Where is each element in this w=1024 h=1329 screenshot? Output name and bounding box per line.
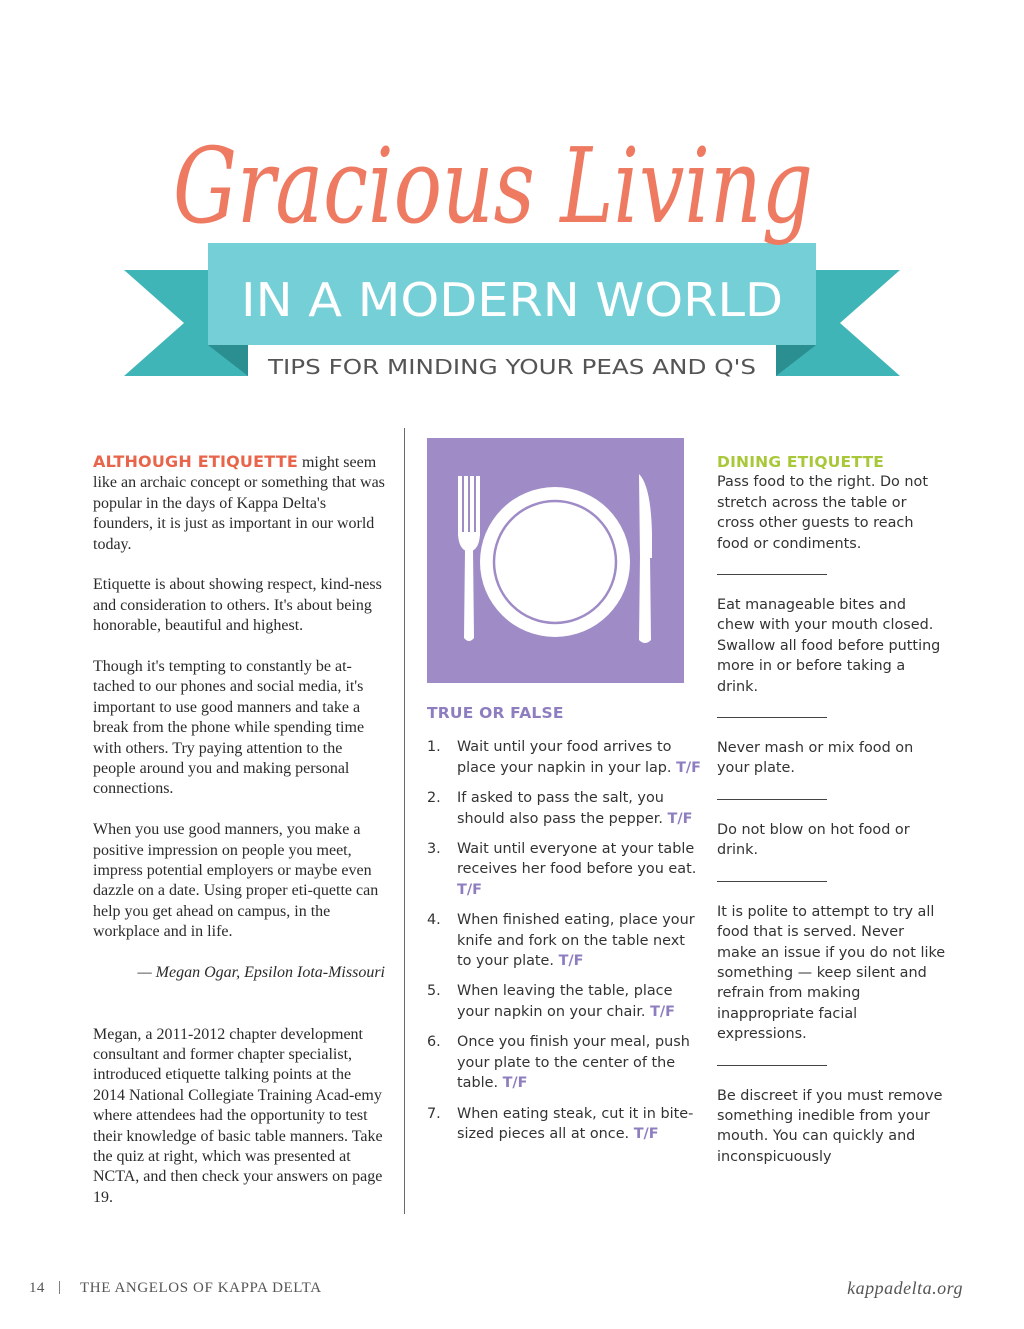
quiz-item-number: 4. [427,912,441,929]
quiz-item [427,1104,702,1145]
dining-tip: It is polite to attempt to try all food that is served. Never make an issue if you do not like something — keep silent and refrain from making inappropriate facial expressions. [717,903,946,1043]
quiz-item [427,788,702,829]
dining-tip: Eat manageable bites and chew with your mouth closed. Swallow all food before putting more in or before taking a drink. [717,597,941,695]
tip-divider [717,574,827,575]
knife-icon [639,474,652,643]
subtitle: TIPS FOR MINDING YOUR PEAS AND Q'S [266,355,756,379]
header-graphic [0,0,1024,400]
quiz-item [427,910,702,971]
plate-illustration [427,438,684,683]
attribution: — Megan Ogar, Epsilon Iota-Missouri [137,964,385,982]
quiz-item [427,981,702,1022]
quiz-item-text: When eating steak, cut it in bite-sized pieces all at once. [457,1105,694,1142]
quiz-item-text: Wait until your food arrives to place your napkin in your lap. [457,739,672,776]
dining-etiquette-column [717,452,947,1167]
body-paragraph: Etiquette is about showing respect, kind-ness and consideration to others. It's about being honorable, beautiful and highest. [93,576,382,635]
quiz-item-text: When leaving the table, place your napkin on your chair. [457,983,673,1020]
plate-icon [480,487,630,637]
true-false-marker: T/F [457,881,482,898]
body-paragraph: Though it's tempting to constantly be at-tached to our phones and social media, it's important to use good manners and take a break from the phone while spending time with others. Try paying attention to the people around you and making personal connections. [93,658,365,798]
website-link[interactable]: kappadelta.org [847,1278,963,1298]
tip-divider [717,881,827,882]
true-false-quiz [427,703,702,1154]
intro-text: might seem like an archaic concept or something that was popular in the days of Kappa Delta's founders, it is just as important in our world today. [93,454,385,553]
dining-tip: Be discreet if you must remove something inedible from your mouth. You can quickly and inconspicuously [717,1087,943,1165]
quiz-item-text: Wait until everyone at your table receives her food before you eat. [457,841,697,878]
quiz-item [427,737,702,778]
quiz-item-text: Once you finish your meal, push your plate to the center of the table. [457,1034,690,1092]
quiz-item-number: 7. [427,1105,441,1122]
quiz-item [427,1032,702,1093]
true-false-marker: T/F [676,759,701,776]
column-divider [404,428,405,1214]
publication-name: THE ANGELOS OF KAPPA DELTA [80,1280,322,1296]
quiz-item-number: 5. [427,983,441,1000]
body-paragraph: When you use good manners, you make a positive impression on people you meet, impress potential employers or maybe even dazzle on a date. Using proper eti-quette can help you get ahead on campus, in the workplace and in life. [93,821,379,941]
quiz-item-number: 2. [427,790,441,807]
banner-title: IN A MODERN WORLD [241,273,783,327]
lead-in: ALTHOUGH ETIQUETTE [93,452,298,471]
true-false-marker: T/F [558,953,584,970]
intro-paragraph [93,452,385,555]
script-title: Gracious Living [173,125,813,247]
quiz-item-number: 1. [427,739,441,756]
true-false-marker: T/F [502,1075,528,1092]
dining-tip: Pass food to the right. Do not stretch across the table or cross other guests to reach food or condiments. [717,474,929,552]
true-false-marker: T/F [667,810,693,827]
tip-divider [717,1065,827,1066]
quiz-item-text: When finished eating, place your knife and fork on the table next to your plate. [457,912,695,970]
quiz-title: TRUE OR FALSE [427,704,564,722]
tip-divider [717,717,827,718]
dining-title: DINING ETIQUETTE [717,453,885,471]
page-footer [0,1280,1024,1304]
quiz-item [427,839,702,900]
dining-tip: Do not blow on hot food or drink. [717,821,910,859]
true-false-marker: T/F [633,1125,659,1142]
tip-divider [717,799,827,800]
quiz-item-number: 3. [427,841,441,858]
quiz-item-number: 6. [427,1034,441,1051]
true-false-marker: T/F [650,1003,675,1020]
author-bio: Megan, a 2011-2012 chapter development consultant and former chapter specialist, introduced etiquette talking points at the 2014 National Collegiate Training Acad-emy where attendees had the opportunity to test their knowledge of basic table manners. Take the quiz at right, which was presented at NCTA, and then check your answers on page 19. [93,1025,383,1206]
dining-tip: Never mash or mix food on your plate. [717,740,914,777]
intro-column [93,452,385,1229]
fork-icon [458,476,480,641]
footer-separator: | [58,1279,62,1295]
page-number: 14 [29,1280,45,1296]
quiz-item-text: If asked to pass the salt, you should also pass the pepper. [457,790,664,827]
